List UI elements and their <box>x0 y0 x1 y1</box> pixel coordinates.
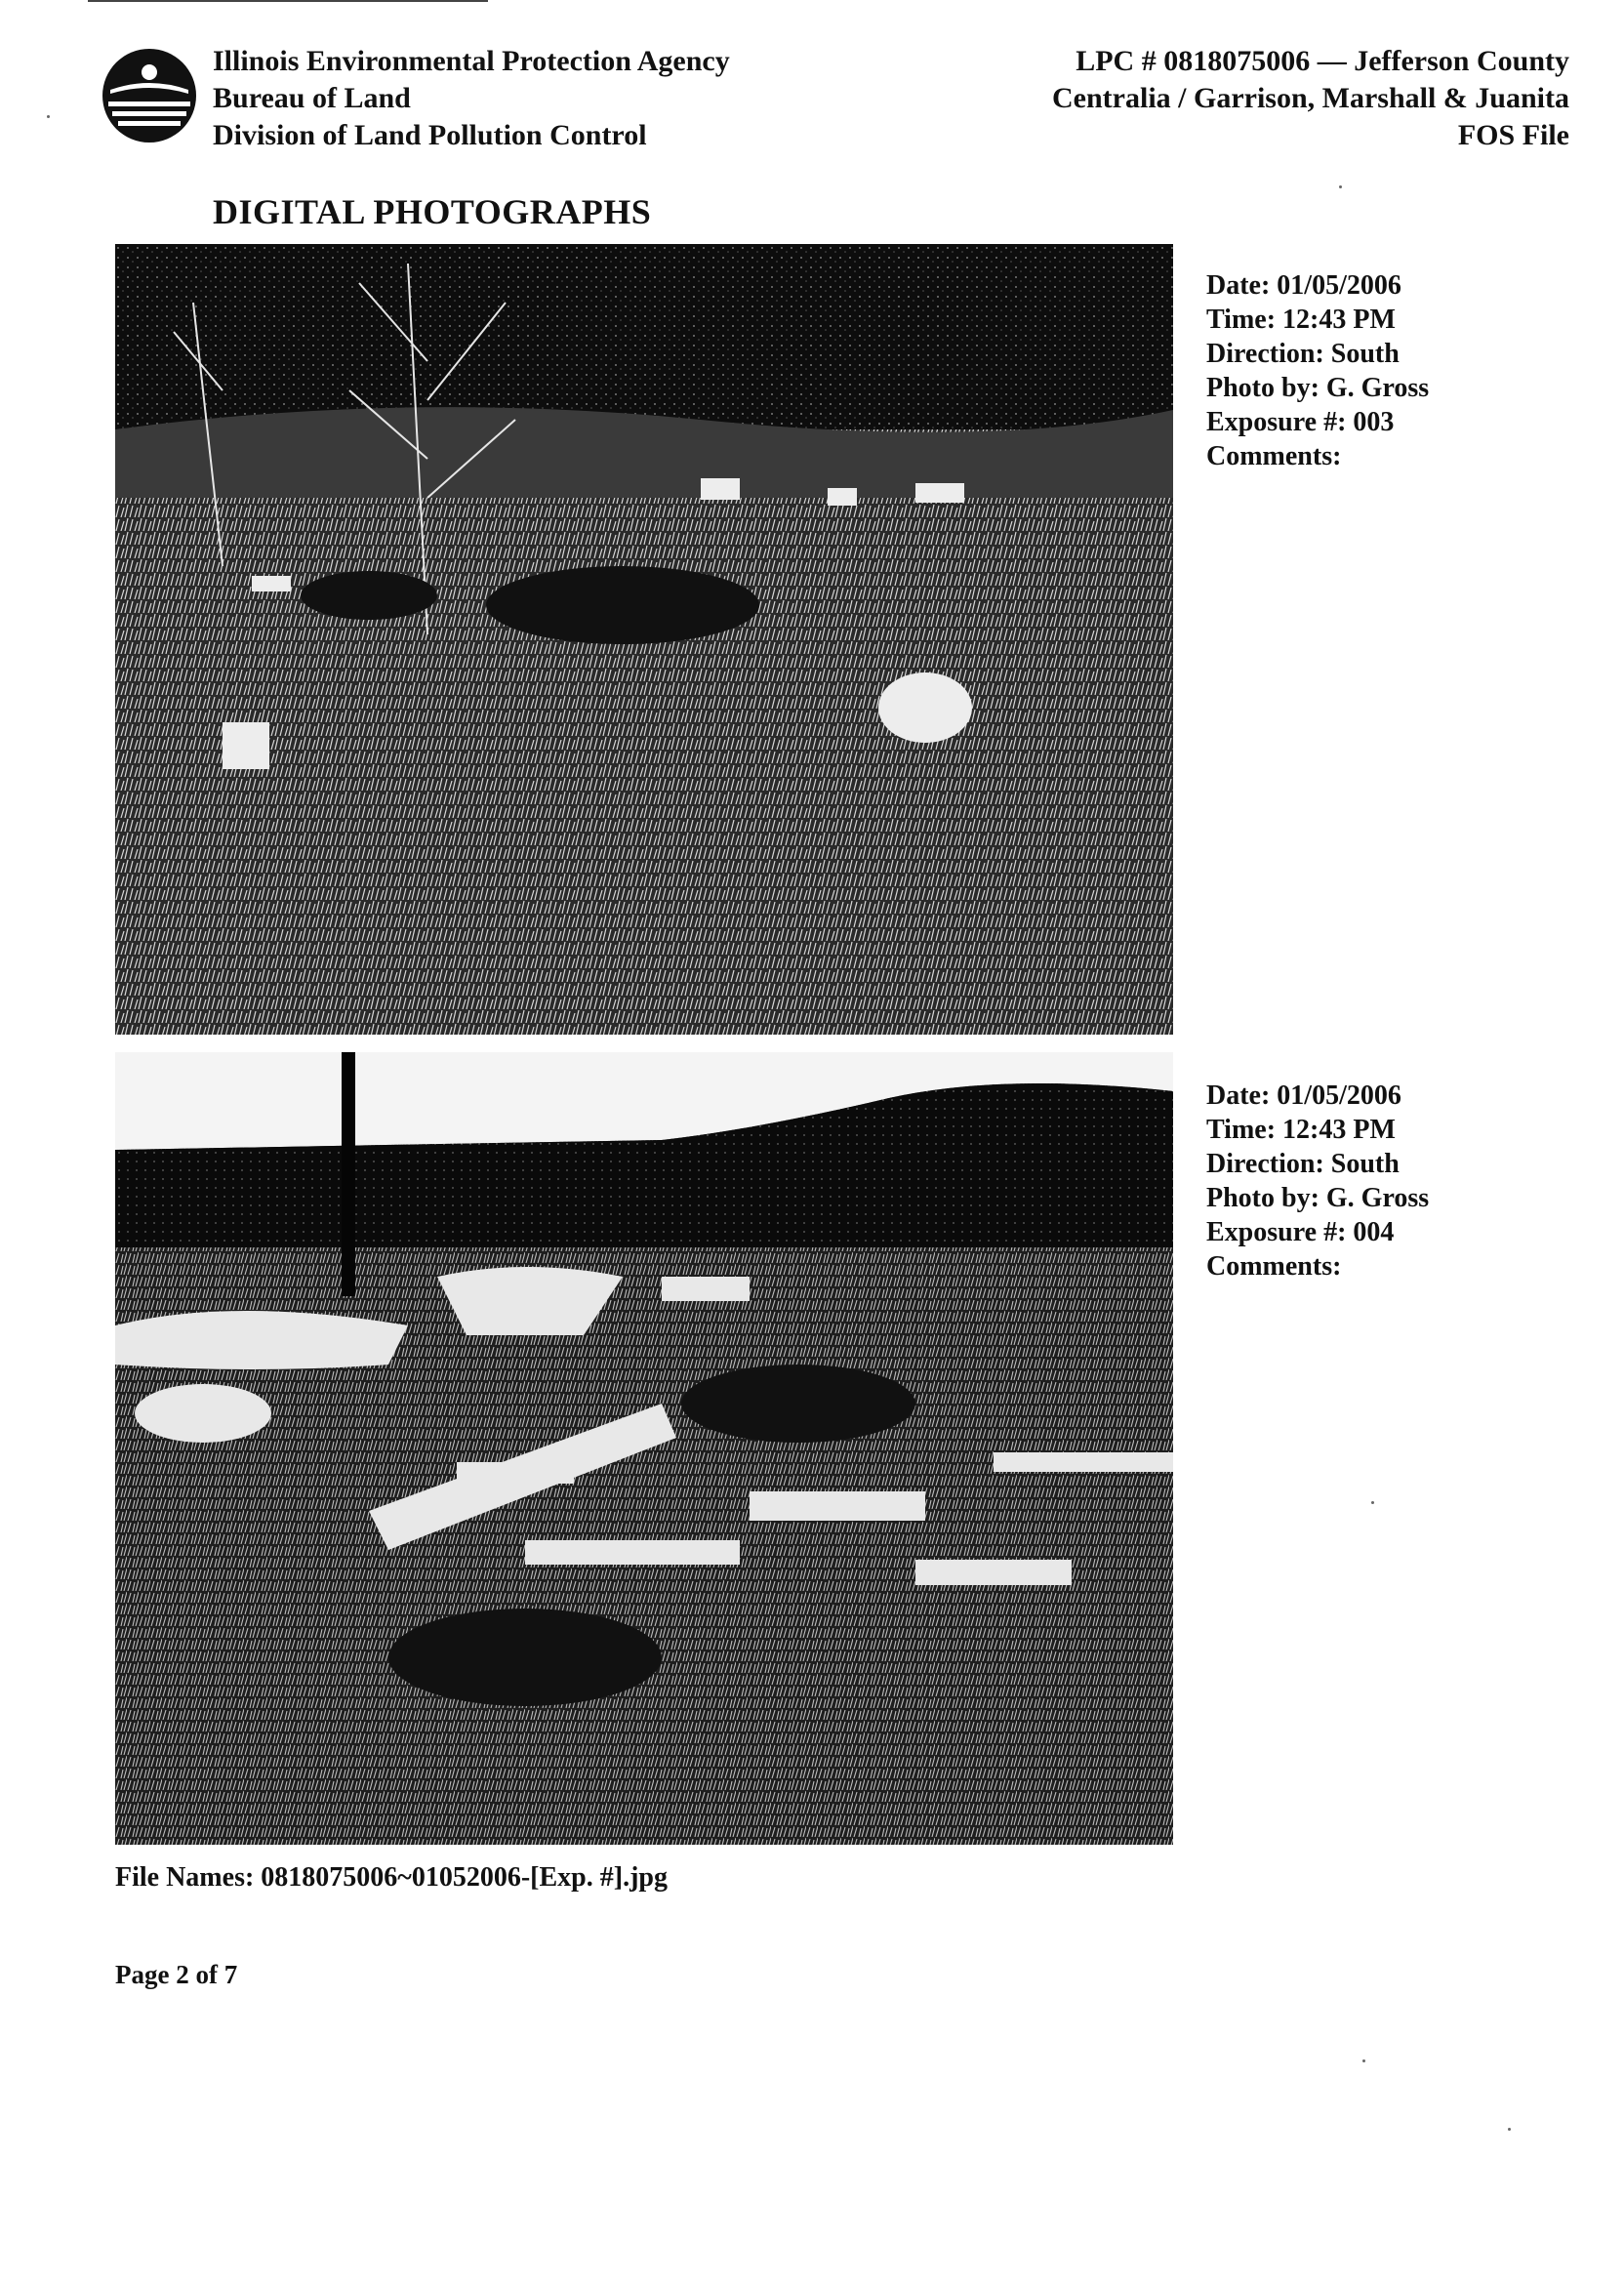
photo-comments: Comments: <box>1206 441 1342 471</box>
photo-1-details <box>1206 268 1429 473</box>
site-photo-2 <box>115 1052 1173 1845</box>
scan-speck <box>1371 1501 1374 1504</box>
photo-exposure: Exposure #: 004 <box>1206 1217 1395 1247</box>
page-title: DIGITAL PHOTOGRAPHS <box>213 192 652 231</box>
photo-date: Date: 01/05/2006 <box>1206 270 1401 301</box>
agency-block <box>213 43 730 154</box>
agency-name: Illinois Environmental Protection Agency <box>213 45 730 77</box>
file-type: FOS File <box>1457 119 1569 151</box>
photo-direction: Direction: South <box>1206 1149 1400 1179</box>
photo-time: Time: 12:43 PM <box>1206 1115 1396 1145</box>
scan-speck <box>1362 2059 1365 2062</box>
site-block <box>1052 43 1569 154</box>
scan-speck <box>47 115 50 118</box>
file-names: File Names: 0818075006~01052006-[Exp. #].jpg <box>115 1862 668 1893</box>
photo-photographer: Photo by: G. Gross <box>1206 373 1430 403</box>
bureau-name: Bureau of Land <box>213 82 411 114</box>
page-number: Page 2 of 7 <box>115 1960 238 1989</box>
site-photo-1 <box>115 244 1173 1035</box>
photo-comments: Comments: <box>1206 1251 1342 1282</box>
scan-speck <box>1508 2128 1511 2131</box>
photo-time: Time: 12:43 PM <box>1206 305 1396 335</box>
scan-edge-line <box>88 0 488 2</box>
lpc-number: LPC # 0818075006 — Jefferson County <box>1076 45 1569 77</box>
site-name: Centralia / Garrison, Marshall & Juanita <box>1052 82 1569 114</box>
illinois-epa-logo <box>101 47 198 144</box>
photo-2-details <box>1206 1079 1429 1284</box>
photo-photographer: Photo by: G. Gross <box>1206 1183 1430 1213</box>
photo-date: Date: 01/05/2006 <box>1206 1080 1401 1111</box>
photo-exposure: Exposure #: 003 <box>1206 407 1395 437</box>
scan-speck <box>1339 185 1342 188</box>
division-name: Division of Land Pollution Control <box>213 119 647 151</box>
photo-direction: Direction: South <box>1206 339 1400 369</box>
